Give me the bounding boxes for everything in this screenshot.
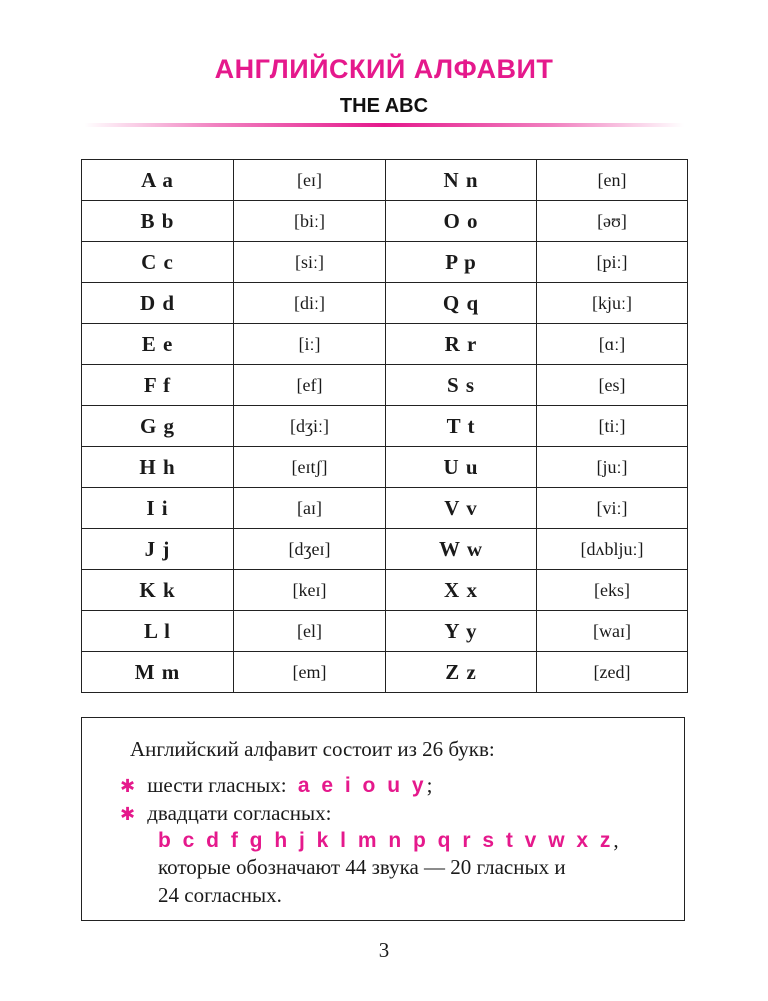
table-row — [82, 652, 688, 693]
letter-cell: U u — [386, 447, 537, 488]
consonants-label: двадцати согласных: — [147, 801, 332, 825]
alphabet-table — [81, 159, 688, 693]
transcription-cell: [keɪ] — [234, 570, 386, 611]
table-row — [82, 160, 688, 201]
transcription-cell: [waɪ] — [537, 611, 688, 652]
info-box — [81, 717, 685, 921]
letter-cell: K k — [82, 570, 234, 611]
consonants-letters: b c d f g h j k l m n p q r s t v w x z — [158, 829, 614, 852]
table-row — [82, 611, 688, 652]
vowels-line — [120, 773, 432, 798]
transcription-cell: [dʒeɪ] — [234, 529, 386, 570]
info-line-3: которые обозначают 44 звука — 20 гласных и — [158, 855, 566, 879]
letter-cell: L l — [82, 611, 234, 652]
transcription-cell: [eɪ] — [234, 160, 386, 201]
transcription-cell: [ɑː] — [537, 324, 688, 365]
letter-cell: W w — [386, 529, 537, 570]
title-underline — [84, 123, 684, 127]
letter-cell: A a — [82, 160, 234, 201]
letter-cell: M m — [82, 652, 234, 693]
transcription-cell: [juː] — [537, 447, 688, 488]
letter-cell: H h — [82, 447, 234, 488]
table-row — [82, 488, 688, 529]
table-row — [82, 201, 688, 242]
letter-cell: S s — [386, 365, 537, 406]
consonants-letters-line — [158, 828, 619, 853]
transcription-cell: [dʒiː] — [234, 406, 386, 447]
transcription-cell: [eɪtʃ] — [234, 447, 386, 488]
transcription-cell: [dʌbljuː] — [537, 529, 688, 570]
letter-cell: Z z — [386, 652, 537, 693]
transcription-cell: [eks] — [537, 570, 688, 611]
asterisk-icon: ✱ — [120, 776, 136, 797]
letter-cell: G g — [82, 406, 234, 447]
transcription-cell: [biː] — [234, 201, 386, 242]
transcription-cell: [diː] — [234, 283, 386, 324]
asterisk-icon: ✱ — [120, 804, 136, 825]
letter-cell: E e — [82, 324, 234, 365]
vowels-punct: ; — [426, 773, 433, 797]
transcription-cell: [en] — [537, 160, 688, 201]
transcription-cell: [tiː] — [537, 406, 688, 447]
letter-cell: Q q — [386, 283, 537, 324]
transcription-cell: [iː] — [234, 324, 386, 365]
table-row — [82, 447, 688, 488]
letter-cell: R r — [386, 324, 537, 365]
letter-cell: T t — [386, 406, 537, 447]
transcription-cell: [kjuː] — [537, 283, 688, 324]
vowels-label: шести гласных: — [147, 773, 287, 797]
transcription-cell: [siː] — [234, 242, 386, 283]
letter-cell: D d — [82, 283, 234, 324]
page-number: 3 — [378, 938, 390, 962]
table-row — [82, 406, 688, 447]
table-row — [82, 365, 688, 406]
transcription-cell: [əʊ] — [537, 201, 688, 242]
table-row — [82, 242, 688, 283]
letter-cell: Y y — [386, 611, 537, 652]
letter-cell: N n — [386, 160, 537, 201]
letter-cell: J j — [82, 529, 234, 570]
table-row — [82, 324, 688, 365]
table-row — [82, 529, 688, 570]
consonants-punct: , — [613, 828, 619, 852]
transcription-cell: [el] — [234, 611, 386, 652]
letter-cell: I i — [82, 488, 234, 529]
letter-cell: C c — [82, 242, 234, 283]
info-intro: Английский алфавит состоит из 26 букв: — [130, 737, 495, 761]
table-row — [82, 283, 688, 324]
transcription-cell: [viː] — [537, 488, 688, 529]
transcription-cell: [zed] — [537, 652, 688, 693]
letter-cell: V v — [386, 488, 537, 529]
consonants-line — [120, 801, 331, 826]
transcription-cell: [aɪ] — [234, 488, 386, 529]
transcription-cell: [em] — [234, 652, 386, 693]
vowels-letters: a e i o u y — [297, 774, 427, 797]
transcription-cell: [piː] — [537, 242, 688, 283]
page-subtitle: THE ABC — [339, 95, 429, 117]
letter-cell: X x — [386, 570, 537, 611]
letter-cell: O o — [386, 201, 537, 242]
table-row — [82, 570, 688, 611]
letter-cell: B b — [82, 201, 234, 242]
letter-cell: P p — [386, 242, 537, 283]
transcription-cell: [ef] — [234, 365, 386, 406]
transcription-cell: [es] — [537, 365, 688, 406]
letter-cell: F f — [82, 365, 234, 406]
page-title: АНГЛИЙСКИЙ АЛФАВИТ — [214, 54, 554, 84]
info-line-4: 24 согласных. — [158, 883, 282, 907]
